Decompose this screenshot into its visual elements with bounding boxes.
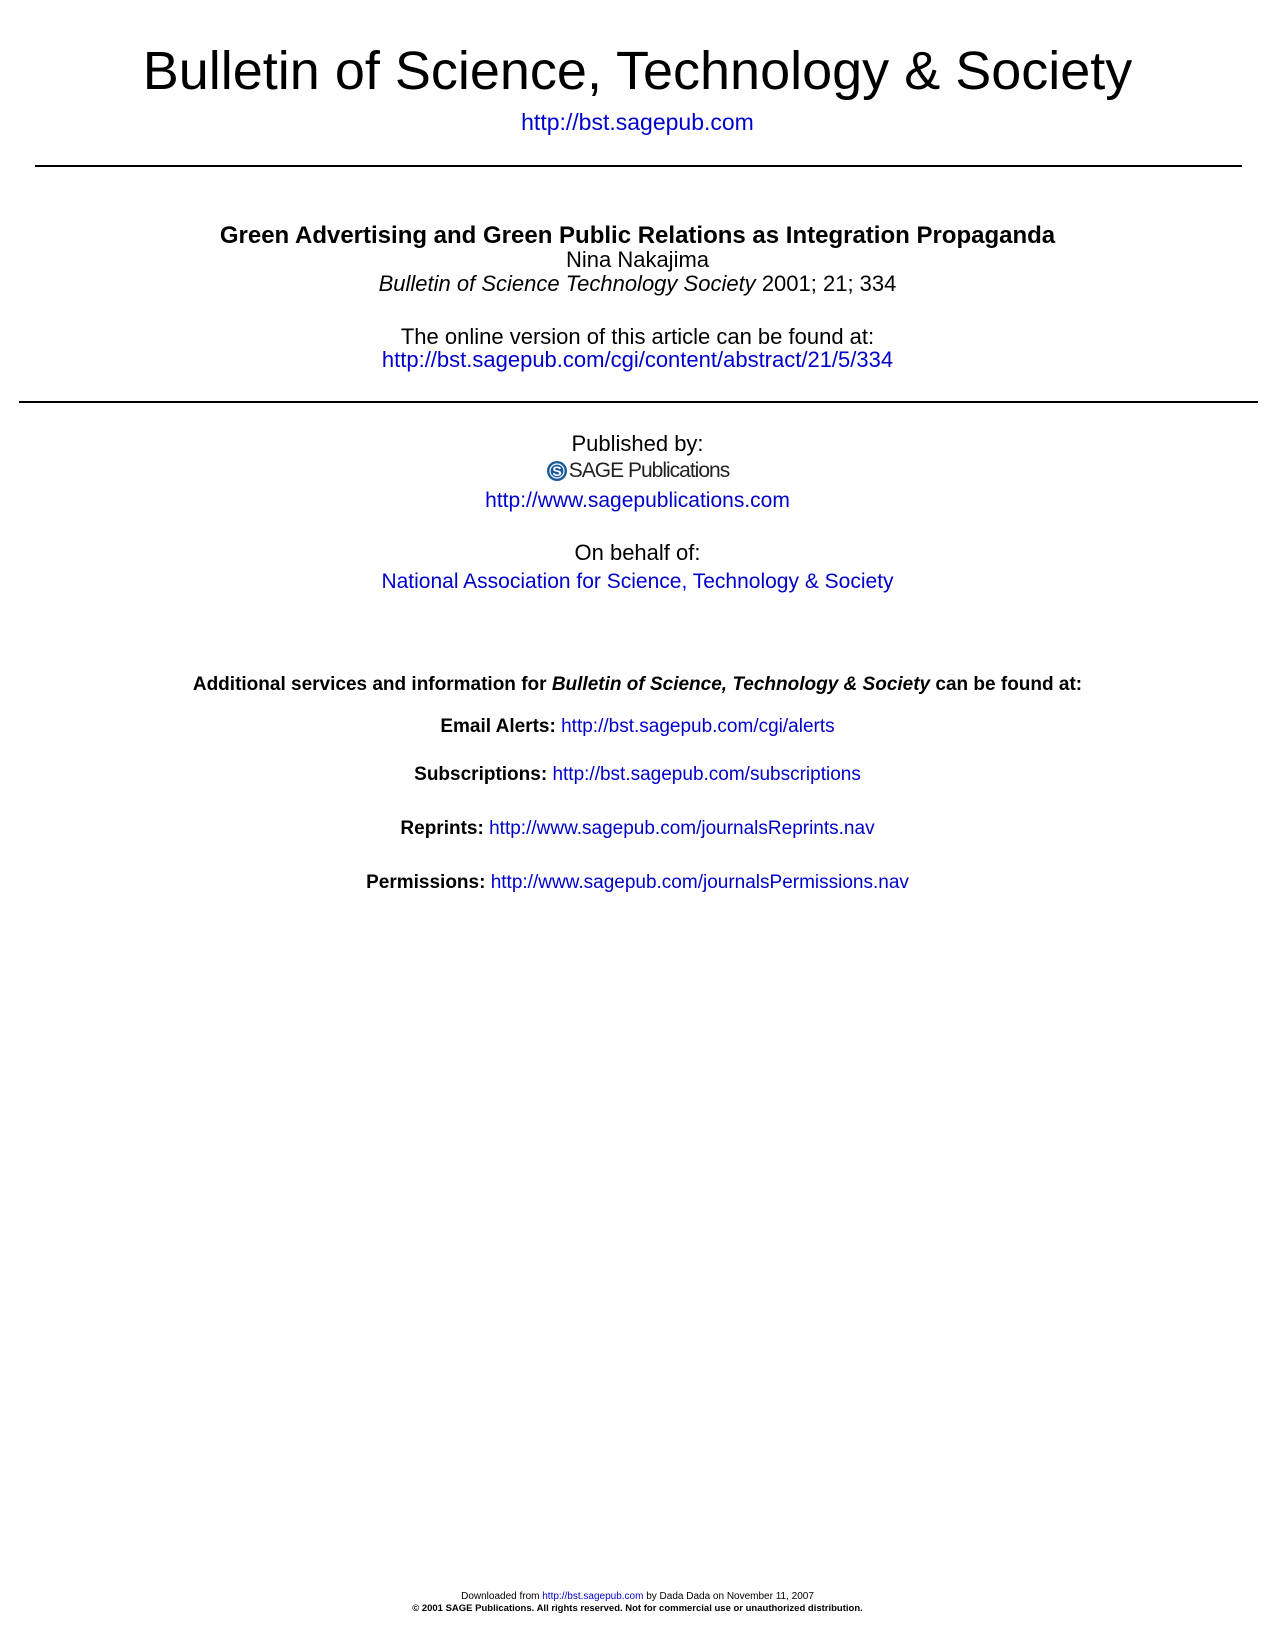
services-intro-prefix: Additional services and information for [192, 674, 547, 695]
top-divider [35, 165, 1242, 167]
services-intro [0, 674, 1275, 696]
online-version-link[interactable]: http://bst.sagepub.com/cgi/content/abstract/21/5/334 [381, 347, 894, 372]
download-note [0, 1591, 1275, 1602]
publisher-url-link[interactable]: http://www.sagepublications.com [485, 489, 790, 512]
services-intro-suffix: can be found at: [935, 674, 1083, 695]
reprints-link[interactable]: http://www.sagepub.com/journalsReprints.nav [489, 818, 875, 839]
subscriptions-link[interactable]: http://bst.sagepub.com/subscriptions [552, 764, 861, 785]
download-source-link[interactable]: http://bst.sagepub.com [542, 1591, 644, 1602]
download-prefix: Downloaded from [461, 1591, 540, 1602]
svg-text:S: S [552, 463, 562, 479]
journal-title: Bulletin of Science, Technology & Society [142, 41, 1133, 101]
service-subscriptions [0, 764, 1275, 786]
service-label: Permissions: [366, 872, 486, 893]
article-citation [0, 271, 1275, 297]
download-suffix: by Dada Dada on November 11, 2007 [646, 1591, 814, 1602]
sage-logo-icon [546, 460, 568, 482]
citation-journal: Bulletin of Science Technology Society [378, 271, 756, 296]
published-by-label: Published by: [571, 431, 704, 456]
service-label: Reprints: [400, 818, 484, 839]
citation-details: 2001; 21; 334 [761, 271, 897, 296]
service-permissions [0, 872, 1275, 894]
service-email-alerts [0, 716, 1275, 738]
permissions-link[interactable]: http://www.sagepub.com/journalsPermissions.nav [490, 872, 909, 893]
journal-url-link[interactable]: http://bst.sagepub.com [521, 109, 754, 135]
article-author: Nina Nakajima [565, 247, 710, 272]
association-link[interactable]: National Association for Science, Technology & Society [381, 570, 894, 593]
online-version-label: The online version of this article can be found at: [400, 324, 875, 349]
article-title: Green Advertising and Green Public Relations as Integration Propaganda [219, 222, 1056, 249]
service-label: Email Alerts: [440, 716, 556, 737]
service-label: Subscriptions: [414, 764, 548, 785]
on-behalf-label: On behalf of: [574, 540, 701, 565]
copyright-notice: © 2001 SAGE Publications. All rights reserved. Not for commercial use or unauthorized distribution. [412, 1603, 863, 1614]
sage-logo [546, 459, 729, 483]
email-alerts-link[interactable]: http://bst.sagepub.com/cgi/alerts [561, 716, 835, 737]
sage-logo-text: SAGE Publications [568, 459, 730, 482]
service-reprints [0, 818, 1275, 840]
services-intro-journal: Bulletin of Science, Technology & Society [551, 674, 931, 695]
middle-divider [19, 401, 1258, 403]
